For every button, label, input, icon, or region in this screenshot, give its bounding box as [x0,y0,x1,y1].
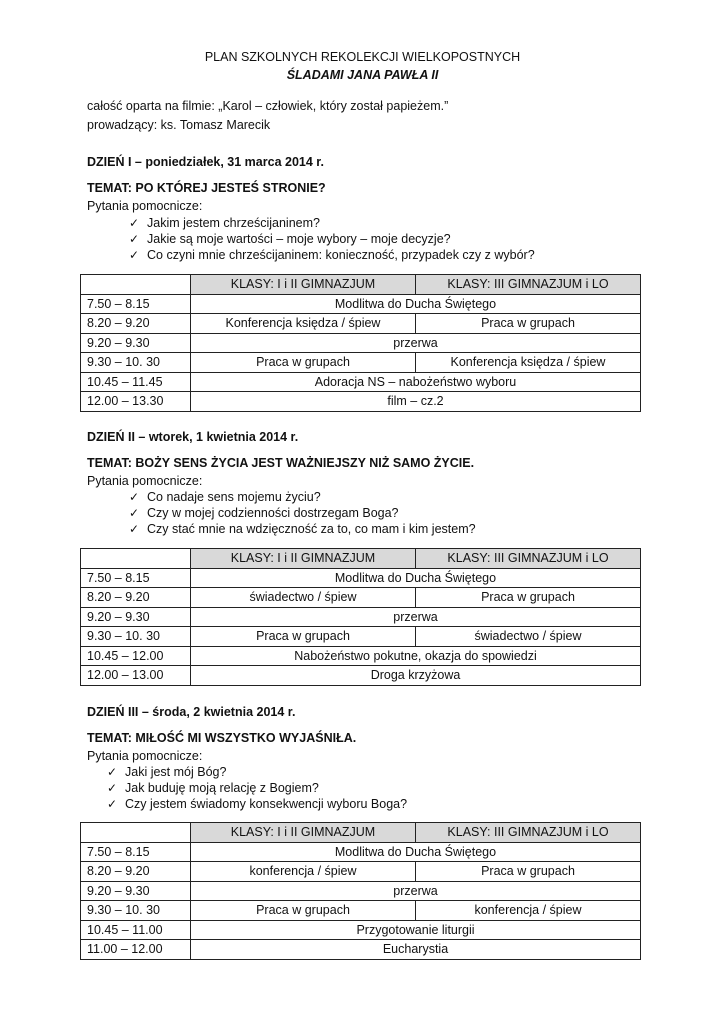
time-cell: 9.30 – 10. 30 [81,901,191,921]
activity-cell: Praca w grupach [191,627,416,647]
table-corner-cell [81,275,191,295]
time-cell: 12.00 – 13.30 [81,392,191,412]
table-row [81,862,641,882]
day-1-schedule-table [80,274,641,412]
day-2-questions-label: Pytania pomocnicze: [87,474,203,488]
table-row [81,568,641,588]
time-cell: 12.00 – 13.00 [81,666,191,686]
activity-cell: Konferencja księdza / śpiew [191,314,416,334]
table-row [81,646,641,666]
day-1-question: ✓ Jakim jestem chrześcijaninem? [129,216,320,230]
activity-cell: Praca w grupach [191,353,416,373]
column-header: KLASY: III GIMNAZJUM i LO [416,275,641,295]
table-header-row [81,275,641,295]
activity-cell: konferencja / śpiew [416,901,641,921]
time-cell: 9.30 – 10. 30 [81,627,191,647]
table-row [81,940,641,960]
day-1-title: DZIEŃ I – poniedziałek, 31 marca 2014 r. [87,155,324,169]
day-2-question: ✓ Co nadaje sens mojemu życiu? [129,490,321,504]
check-icon: ✓ [129,506,140,520]
check-icon: ✓ [107,765,118,779]
table-row [81,901,641,921]
activity-cell: Praca w grupach [416,862,641,882]
time-cell: 10.45 – 12.00 [81,646,191,666]
day-2-title: DZIEŃ II – wtorek, 1 kwietnia 2014 r. [87,430,299,444]
activity-cell: Modlitwa do Ducha Świętego [191,294,641,314]
day-2-question: ✓ Czy stać mnie na wdzięczność za to, co mam i kim jestem? [129,522,476,536]
check-icon: ✓ [129,490,140,504]
time-cell: 9.20 – 9.30 [81,607,191,627]
table-row [81,294,641,314]
table-row [81,314,641,334]
activity-cell: Adoracja NS – nabożeństwo wyboru [191,372,641,392]
day-1-questions-label: Pytania pomocnicze: [87,199,203,213]
activity-cell: konferencja / śpiew [191,862,416,882]
day-3-question: ✓ Czy jestem świadomy konsekwencji wyboru Boga? [107,797,408,811]
table-row [81,881,641,901]
activity-cell: Przygotowanie liturgii [191,920,641,940]
time-cell: 7.50 – 8.15 [81,842,191,862]
activity-cell: Nabożeństwo pokutne, okazja do spowiedzi [191,646,641,666]
column-header: KLASY: III GIMNAZJUM i LO [416,549,641,569]
activity-cell: Eucharystia [191,940,641,960]
time-cell: 9.20 – 9.30 [81,333,191,353]
time-cell: 9.20 – 9.30 [81,881,191,901]
day-2-schedule-table [80,548,641,686]
time-cell: 10.45 – 11.45 [81,372,191,392]
activity-cell: świadectwo / śpiew [191,588,416,608]
table-row [81,607,641,627]
time-cell: 7.50 – 8.15 [81,294,191,314]
activity-cell: Droga krzyżowa [191,666,641,686]
table-row [81,353,641,373]
table-row [81,920,641,940]
time-cell: 11.00 – 12.00 [81,940,191,960]
day-3-question: ✓ Jaki jest mój Bóg? [107,765,227,779]
activity-cell: świadectwo / śpiew [416,627,641,647]
column-header: KLASY: I i II GIMNAZJUM [191,823,416,843]
intro-leader: prowadzący: ks. Tomasz Marecik [87,118,271,132]
column-header: KLASY: III GIMNAZJUM i LO [416,823,641,843]
time-cell: 10.45 – 11.00 [81,920,191,940]
day-3-schedule-table [80,822,641,960]
activity-cell: Modlitwa do Ducha Świętego [191,568,641,588]
activity-cell: przerwa [191,333,641,353]
table-row [81,392,641,412]
activity-cell: Konferencja księdza / śpiew [416,353,641,373]
day-3-questions-label: Pytania pomocnicze: [87,749,203,763]
check-icon: ✓ [129,216,140,230]
table-header-row [81,549,641,569]
document-title: PLAN SZKOLNYCH REKOLEKCJI WIELKOPOSTNYCH [204,50,521,64]
document-subtitle: ŚLADAMI JANA PAWŁA II [286,68,439,82]
activity-cell: Modlitwa do Ducha Świętego [191,842,641,862]
table-row [81,372,641,392]
time-cell: 9.30 – 10. 30 [81,353,191,373]
check-icon: ✓ [129,248,140,262]
table-corner-cell [81,823,191,843]
intro-film: całość oparta na filmie: „Karol – człowiek, który został papieżem.” [87,99,449,113]
check-icon: ✓ [107,797,118,811]
table-row [81,588,641,608]
day-3-question: ✓ Jak buduję moją relację z Bogiem? [107,781,319,795]
activity-cell: Praca w grupach [416,588,641,608]
time-cell: 8.20 – 9.20 [81,862,191,882]
table-row [81,333,641,353]
activity-cell: Praca w grupach [416,314,641,334]
day-1-theme: TEMAT: PO KTÓREJ JESTEŚ STRONIE? [87,181,326,195]
day-1-question: ✓ Co czyni mnie chrześcijaninem: konieczność, przypadek czy z wybór? [129,248,535,262]
check-icon: ✓ [129,232,140,246]
time-cell: 8.20 – 9.20 [81,314,191,334]
table-row [81,666,641,686]
check-icon: ✓ [129,522,140,536]
activity-cell: przerwa [191,881,641,901]
day-2-theme: TEMAT: BOŻY SENS ŻYCIA JEST WAŻNIEJSZY NIŻ SAMO ŻYCIE. [87,456,475,470]
day-3-theme: TEMAT: MIŁOŚĆ MI WSZYSTKO WYJAŚNIŁA. [87,731,357,745]
day-3-title: DZIEŃ III – środa, 2 kwietnia 2014 r. [87,705,296,719]
activity-cell: Praca w grupach [191,901,416,921]
check-icon: ✓ [107,781,118,795]
table-corner-cell [81,549,191,569]
day-2-question: ✓ Czy w mojej codzienności dostrzegam Boga? [129,506,399,520]
activity-cell: przerwa [191,607,641,627]
table-header-row [81,823,641,843]
column-header: KLASY: I i II GIMNAZJUM [191,549,416,569]
table-row [81,842,641,862]
time-cell: 7.50 – 8.15 [81,568,191,588]
activity-cell: film – cz.2 [191,392,641,412]
time-cell: 8.20 – 9.20 [81,588,191,608]
table-row [81,627,641,647]
day-1-question: ✓ Jakie są moje wartości – moje wybory – moje decyzje? [129,232,451,246]
column-header: KLASY: I i II GIMNAZJUM [191,275,416,295]
